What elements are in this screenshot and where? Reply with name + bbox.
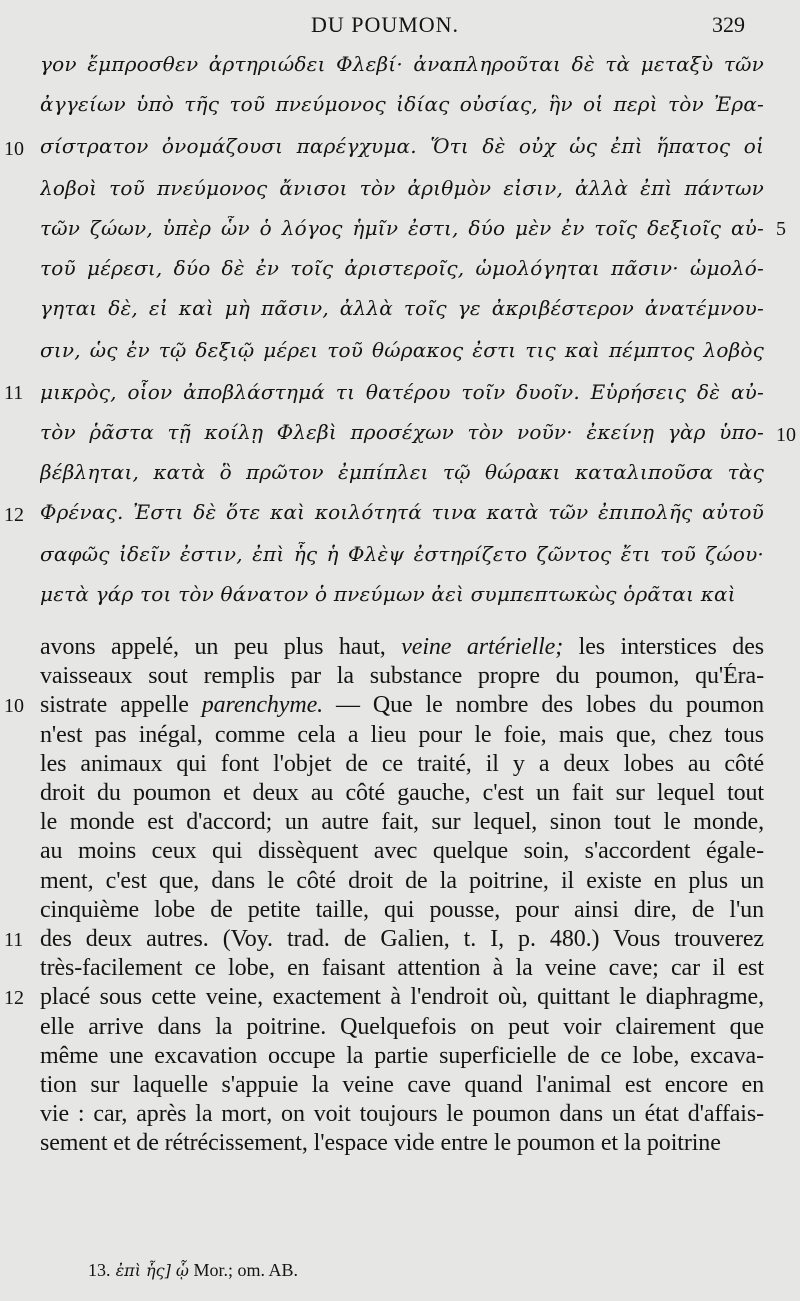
french-line: avons appelé, un peu plus haut, veine artérielle; les interstices des <box>40 634 764 660</box>
french-line: vie : car, après la mort, on voit toujours le poumon dans un état d'affais- <box>40 1101 764 1128</box>
line-number: 11 <box>4 929 24 951</box>
greek-line: βέβληται, κατὰ ὃ πρῶτον ἐμπίπλει τῷ θώρακι καταλιποῦσα τὰς <box>40 460 764 484</box>
footnote: 13. ἐπὶ ἧς] ᾧ Mor.; om. AB. <box>88 1260 298 1280</box>
french-line: au moins ceux qui dissèquent avec quelque soin, s'accordent égale- <box>40 838 764 865</box>
greek-line: τῶν ζώων, ὑπὲρ ὧν ὁ λόγος ἡμῖν ἐστι, δύο μὲν ἐν τοῖς δεξιοῖς αὐ- <box>40 216 764 240</box>
line-number: 5 <box>776 218 786 240</box>
french-line: le monde est d'accord; un autre fait, sur lequel, sinon tout le monde, <box>40 809 764 836</box>
french-line: cinquième lobe de petite taille, qui pousse, pour ainsi dire, de l'un <box>40 896 764 923</box>
greek-line: σίστρατον ὀνομάζουσι παρέγχυμα. Ὅτι δὲ οὐχ ὡς ἐπὶ ἥπατος οἱ <box>40 134 764 158</box>
french-line: vaisseaux sout remplis par la substance propre du poumon, qu'Éra- <box>40 663 764 690</box>
greek-line: λοβοὶ τοῦ πνεύμονος ἄνισοι τὸν ἀριθμὸν εἰσιν, ἀλλὰ ἐπὶ πάντων <box>40 176 764 200</box>
greek-line: τὸν ῥᾶστα τῇ κοίλῃ Φλεβὶ προσέχων τὸν νοῦν· ἐκείνῃ γὰρ ὑπο- <box>40 420 764 444</box>
french-line: ment, c'est que, dans le côté droit de la poitrine, il existe en plus un <box>40 867 764 894</box>
greek-line: σιν, ὡς ἐν τῷ δεξιῷ μέρει τοῦ θώρακος ἐστι τις καὶ πέμπτος λοβὸς <box>40 338 764 362</box>
french-line: tion sur laquelle s'appuie la veine cave quand l'animal est encore en <box>40 1072 764 1098</box>
greek-line: μικρὸς, οἷον ἀποβλάστημά τι θατέρου τοῖν δυοῖν. Εὑρήσεις δὲ αὐ- <box>40 380 764 404</box>
french-line: des deux autres. (Voy. trad. de Galien, t. I, p. 480.) Vous trouverez <box>40 926 764 952</box>
french-line: sement et de rétrécissement, l'espace vide entre le poumon et la poitrine <box>40 1130 721 1157</box>
greek-line: σαφῶς ἰδεῖν ἐστιν, ἐπὶ ἧς ἡ Φλὲψ ἐστηρίζετο ζῶντος ἔτι τοῦ ζώου· <box>40 542 764 566</box>
french-line: sistrate appelle parenchyme. — Que le nombre des lobes du poumon <box>40 692 764 719</box>
page-number: 329 <box>712 12 745 37</box>
greek-line: ἀγγείων ὑπὸ τῆς τοῦ πνεύμονος ἰδίας οὐσίας, ἣν οἱ περὶ τὸν Ἐρα- <box>40 92 764 116</box>
line-number: 10 <box>776 424 796 446</box>
french-line: même une excavation occupe la partie superficielle de ce lobe, excava- <box>40 1042 764 1069</box>
greek-line: γον ἔμπροσθεν ἀρτηριώδει Φλεβί· ἀναπληροῦται δὲ τὰ μεταξὺ τῶν <box>40 52 764 76</box>
greek-line: Φρένας. Ἐστι δὲ ὅτε καὶ κοιλότητά τινα κατὰ τῶν ἐπιπολῆς αὐτοῦ <box>40 500 764 524</box>
line-number: 10 <box>4 138 24 160</box>
french-line: elle arrive dans la poitrine. Quelquefois on peut voir clairement que <box>40 1013 764 1040</box>
french-line: n'est pas inégal, comme cela a lieu pour le foie, mais que, chez tous <box>40 721 764 748</box>
greek-line: τοῦ μέρεσι, δύο δὲ ἐν τοῖς ἀριστεροῖς, ὡμολόγηται πᾶσιν· ὡμολό- <box>40 256 764 280</box>
french-line: placé sous cette veine, exactement à l'endroit où, quittant le diaphragme, <box>40 984 764 1011</box>
running-header: DU POUMON. <box>310 12 460 37</box>
greek-line: μετὰ γάρ τοι τὸν θάνατον ὁ πνεύμων ἀεὶ συμπεπτωκὼς ὁρᾶται καὶ <box>40 582 736 606</box>
line-number: 10 <box>4 695 24 718</box>
french-line: droit du poumon et deux au côté gauche, c'est un fait sur lequel tout <box>40 780 764 806</box>
french-line: très-facilement ce lobe, en faisant attention à la veine cave; car il est <box>40 955 764 982</box>
line-number: 12 <box>4 987 24 1010</box>
greek-line: γηται δὲ, εἰ καὶ μὴ πᾶσιν, ἀλλὰ τοῖς γε ἀκριβέστερον ἀνατέμνου- <box>40 296 764 320</box>
line-number: 11 <box>4 382 24 404</box>
line-number: 12 <box>4 504 24 526</box>
french-line: les animaux qui font l'objet de ce traité, il y a deux lobes au côté <box>40 750 764 777</box>
